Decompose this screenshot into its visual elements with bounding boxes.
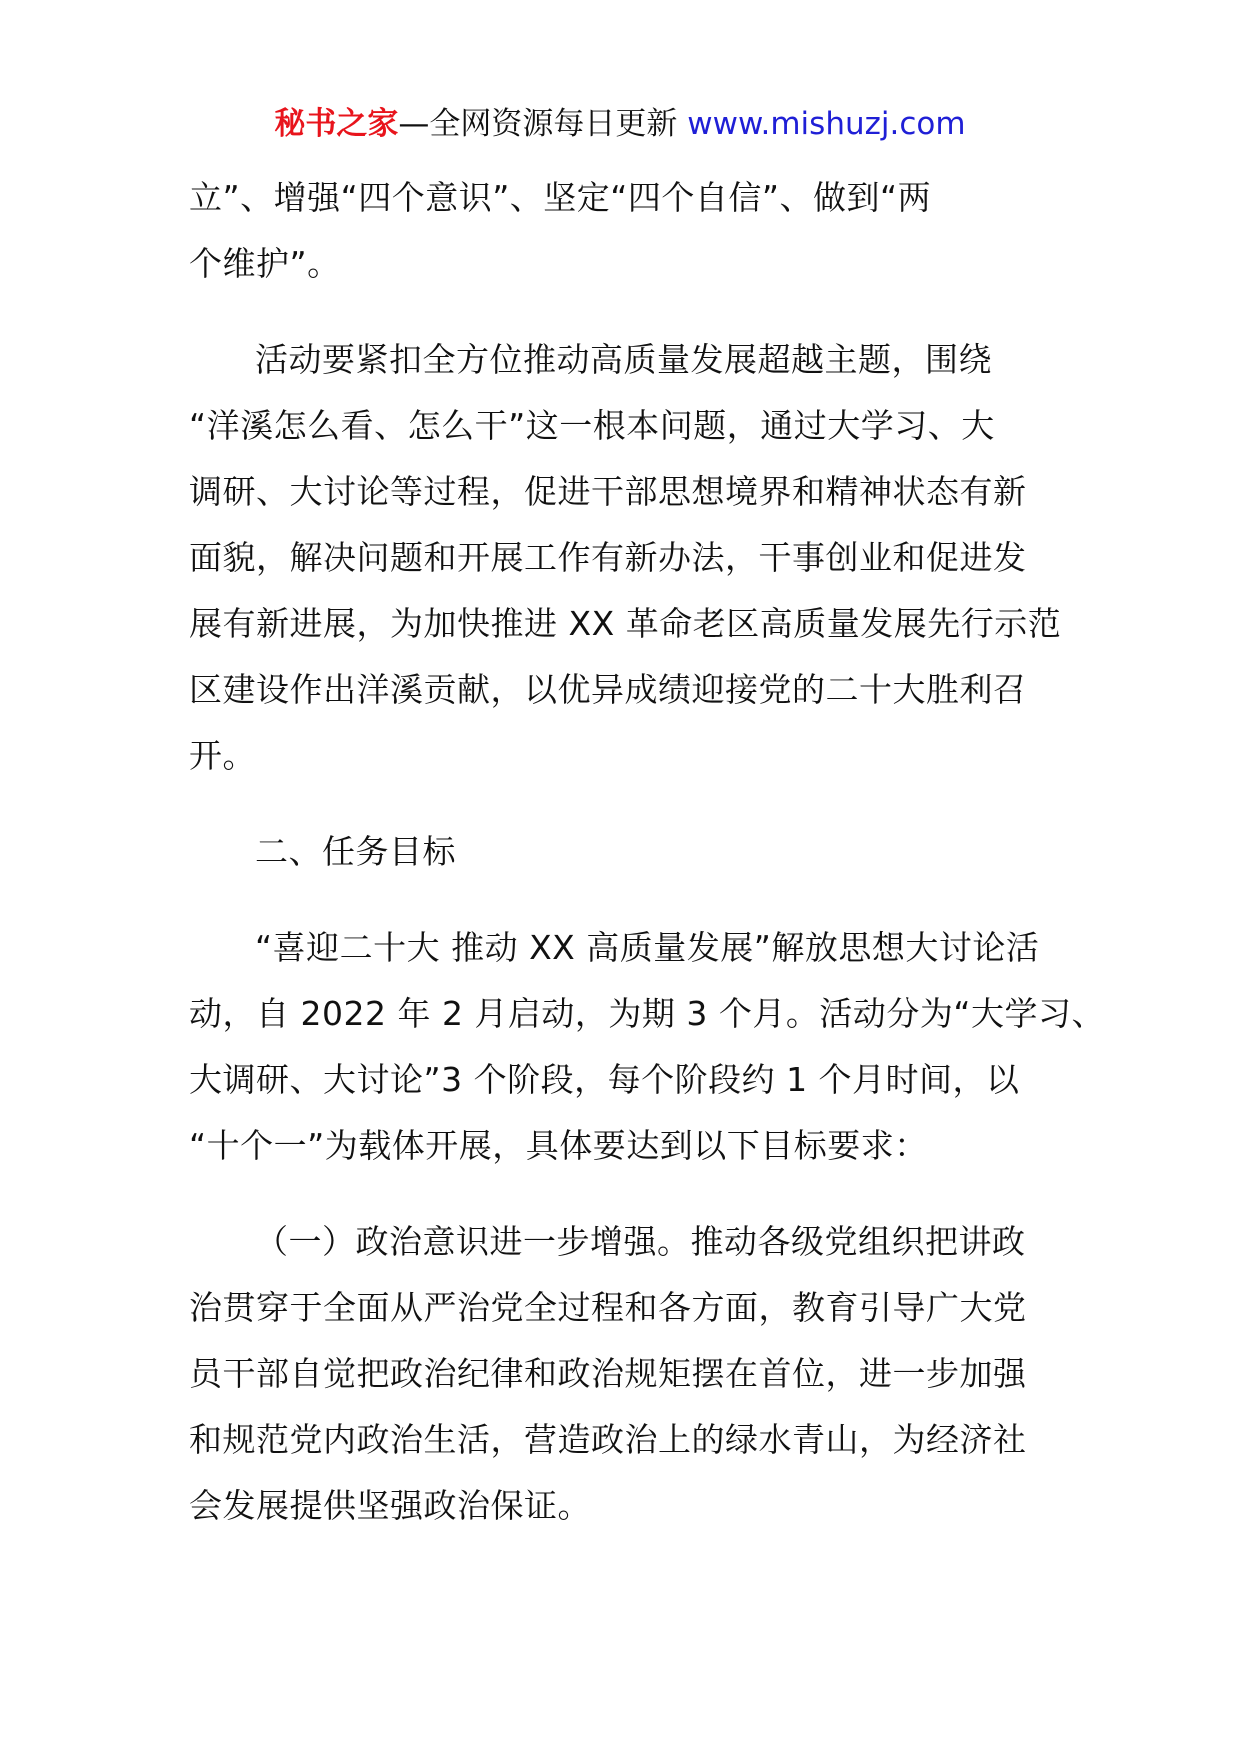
text-line: 治贯穿于全面从严治党全过程和各方面，教育引导广大党	[189, 1288, 1027, 1327]
text-line: 会发展提供坚强政治保证。	[189, 1486, 591, 1525]
text-line: “洋溪怎么看、怎么干”这一根本问题，通过大学习、大	[189, 406, 995, 445]
document-body	[189, 165, 1106, 1539]
text-line: 开。	[189, 736, 256, 775]
text-line: 展有新进展，为加快推进 XX 革命老区高质量发展先行示范	[189, 604, 1062, 643]
text-line: 员干部自觉把政治纪律和政治规矩摆在首位，进一步加强	[189, 1354, 1027, 1393]
paragraph	[189, 1209, 1061, 1539]
text-line: （一）政治意识进一步增强。推动各级党组织把讲政	[255, 1222, 1026, 1261]
paragraph	[189, 915, 1106, 1179]
text-line: 动，自 2022 年 2 月启动，为期 3 个月。活动分为“大学习、	[189, 994, 1106, 1033]
section-heading	[189, 819, 1061, 885]
paragraph	[189, 327, 1061, 789]
site-link[interactable]: www.mishuzj.com	[687, 106, 966, 142]
header-tagline: —全网资源每日更新	[398, 106, 678, 142]
text-line: 调研、大讨论等过程，促进干部思想境界和精神状态有新	[189, 472, 1027, 511]
text-line: “十个一”为载体开展，具体要达到以下目标要求：	[189, 1126, 928, 1165]
paragraph	[189, 165, 1061, 297]
text-line: 区建设作出洋溪贡献，以优异成绩迎接党的二十大胜利召	[189, 670, 1027, 709]
text-line: 大调研、大讨论”3 个阶段，每个阶段约 1 个月时间，以	[189, 1060, 1020, 1099]
text-line: “喜迎二十大 推动 XX 高质量发展”解放思想大讨论活	[255, 928, 1040, 967]
text-line: 个维护”。	[189, 244, 341, 283]
heading-line: 二、任务目标	[255, 832, 456, 871]
text-line: 和规范党内政治生活，营造政治上的绿水青山，为经济社	[189, 1420, 1027, 1459]
text-line: 活动要紧扣全方位推动高质量发展超越主题，围绕	[255, 340, 992, 379]
text-line: 立”、增强“四个意识”、坚定“四个自信”、做到“两	[189, 178, 932, 217]
page-header	[0, 102, 1240, 146]
text-line: 面貌，解决问题和开展工作有新办法，干事创业和促进发	[189, 538, 1027, 577]
brand-name: 秘书之家	[274, 106, 399, 142]
